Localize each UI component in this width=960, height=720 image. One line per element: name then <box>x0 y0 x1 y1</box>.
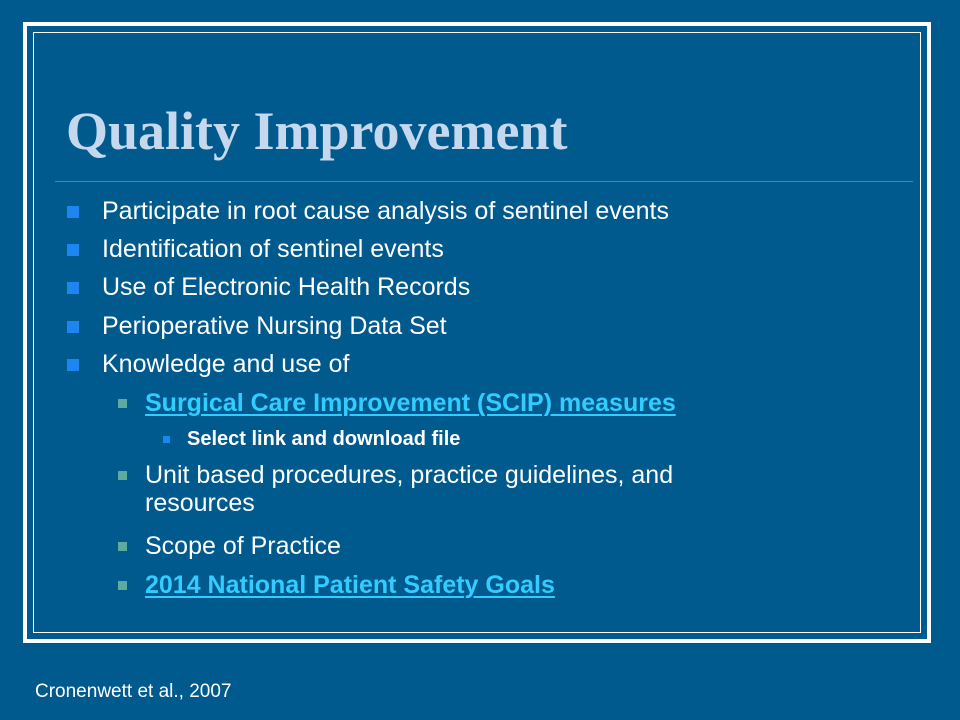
bullet-text: Use of Electronic Health Records <box>102 273 471 301</box>
download-note-text: Select link and download file <box>187 428 461 450</box>
bullet-text: Participate in root cause analysis of sentinel events <box>102 197 669 225</box>
square-bullet-icon <box>67 321 79 333</box>
square-bullet-icon <box>67 244 79 256</box>
scip-measures-link[interactable]: Surgical Care Improvement (SCIP) measures <box>145 389 676 417</box>
square-bullet-icon <box>118 581 127 590</box>
square-bullet-icon <box>118 542 127 551</box>
square-bullet-icon <box>118 399 127 408</box>
slide-title: Quality Improvement <box>66 101 568 161</box>
square-bullet-icon <box>163 436 170 443</box>
sub-bullet-text: Scope of Practice <box>145 532 341 560</box>
sub-bullet-text <box>145 571 555 599</box>
square-bullet-icon <box>67 359 79 371</box>
bullet-text: Knowledge and use of <box>102 350 350 378</box>
bullet-text: Identification of sentinel events <box>102 235 444 263</box>
square-bullet-icon <box>118 471 127 480</box>
sub-bullet-text <box>145 389 676 417</box>
bullet-text: Perioperative Nursing Data Set <box>102 312 447 340</box>
square-bullet-icon <box>67 282 79 294</box>
patient-safety-goals-link[interactable]: 2014 National Patient Safety Goals <box>145 571 555 599</box>
square-bullet-icon <box>67 206 79 218</box>
sub-bullet-text-continued: resources <box>145 489 255 517</box>
sub-bullet-text: Unit based procedures, practice guidelines, and <box>145 461 674 489</box>
citation-footer: Cronenwett et al., 2007 <box>35 681 232 702</box>
